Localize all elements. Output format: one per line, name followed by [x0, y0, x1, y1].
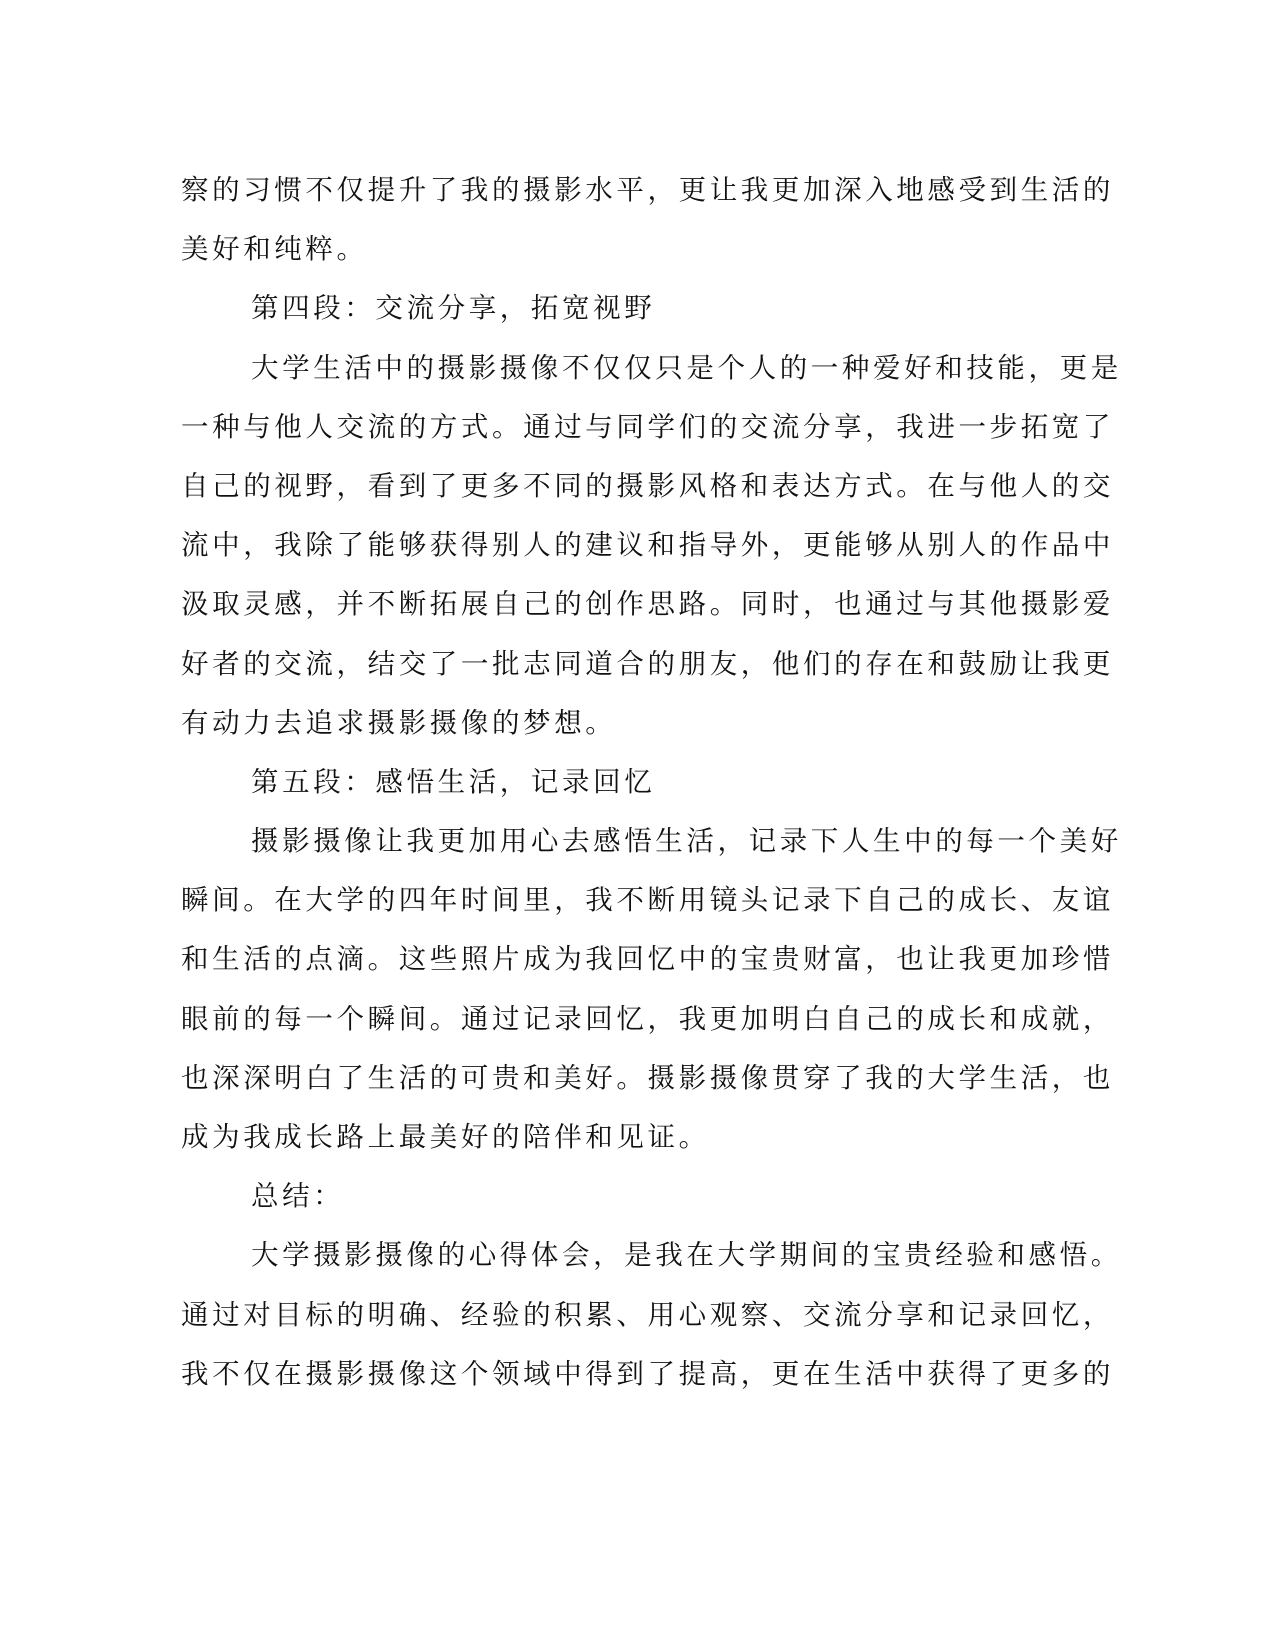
paragraph-line: 也深深明白了生活的可贵和美好。摄影摄像贯穿了我的大学生活，也	[181, 1061, 1114, 1094]
paragraph-line: 大学生活中的摄影摄像不仅仅只是个人的一种爱好和技能，更是	[251, 351, 1122, 384]
section-heading: 总结：	[251, 1180, 345, 1213]
paragraph-line: 摄影摄像让我更加用心去感悟生活，记录下人生中的每一个美好	[251, 825, 1122, 858]
paragraph-line: 和生活的点滴。这些照片成为我回忆中的宝贵财富，也让我更加珍惜	[181, 943, 1114, 976]
paragraph-line: 有动力去追求摄影摄像的梦想。	[181, 706, 617, 739]
paragraph-line: 一种与他人交流的方式。通过与同学们的交流分享，我进一步拓宽了	[181, 410, 1114, 443]
paragraph-line: 汲取灵感，并不断拓展自己的创作思路。同时，也通过与其他摄影爱	[181, 588, 1114, 621]
paragraph-line: 成为我成长路上最美好的陪伴和见证。	[181, 1121, 710, 1153]
paragraph-line: 自己的视野，看到了更多不同的摄影风格和表达方式。在与他人的交	[181, 469, 1114, 502]
paragraph-line: 美好和纯粹。	[181, 233, 368, 266]
paragraph-line: 我不仅在摄影摄像这个领域中得到了提高，更在生活中获得了更多的	[181, 1357, 1114, 1390]
section-heading: 第五段：感悟生活，记录回忆	[251, 765, 656, 798]
paragraph-line: 察的习惯不仅提升了我的摄影水平，更让我更加深入地感受到生活的	[181, 174, 1114, 206]
paragraph-line: 流中，我除了能够获得别人的建议和指导外，更能够从别人的作品中	[181, 529, 1114, 562]
paragraph-line: 大学摄影摄像的心得体会，是我在大学期间的宝贵经验和感悟。	[251, 1239, 1122, 1272]
body-text	[181, 161, 1122, 1404]
paragraph-line: 好者的交流，结交了一批志同道合的朋友，他们的存在和鼓励让我更	[181, 647, 1114, 680]
paragraph-line: 通过对目标的明确、经验的积累、用心观察、交流分享和记录回忆，	[181, 1298, 1114, 1331]
paragraph-line: 瞬间。在大学的四年时间里，我不断用镜头记录下自己的成长、友谊	[181, 884, 1114, 917]
paragraph-line: 眼前的每一个瞬间。通过记录回忆，我更加明白自己的成长和成就，	[181, 1002, 1114, 1035]
section-heading: 第四段：交流分享，拓宽视野	[251, 292, 656, 325]
